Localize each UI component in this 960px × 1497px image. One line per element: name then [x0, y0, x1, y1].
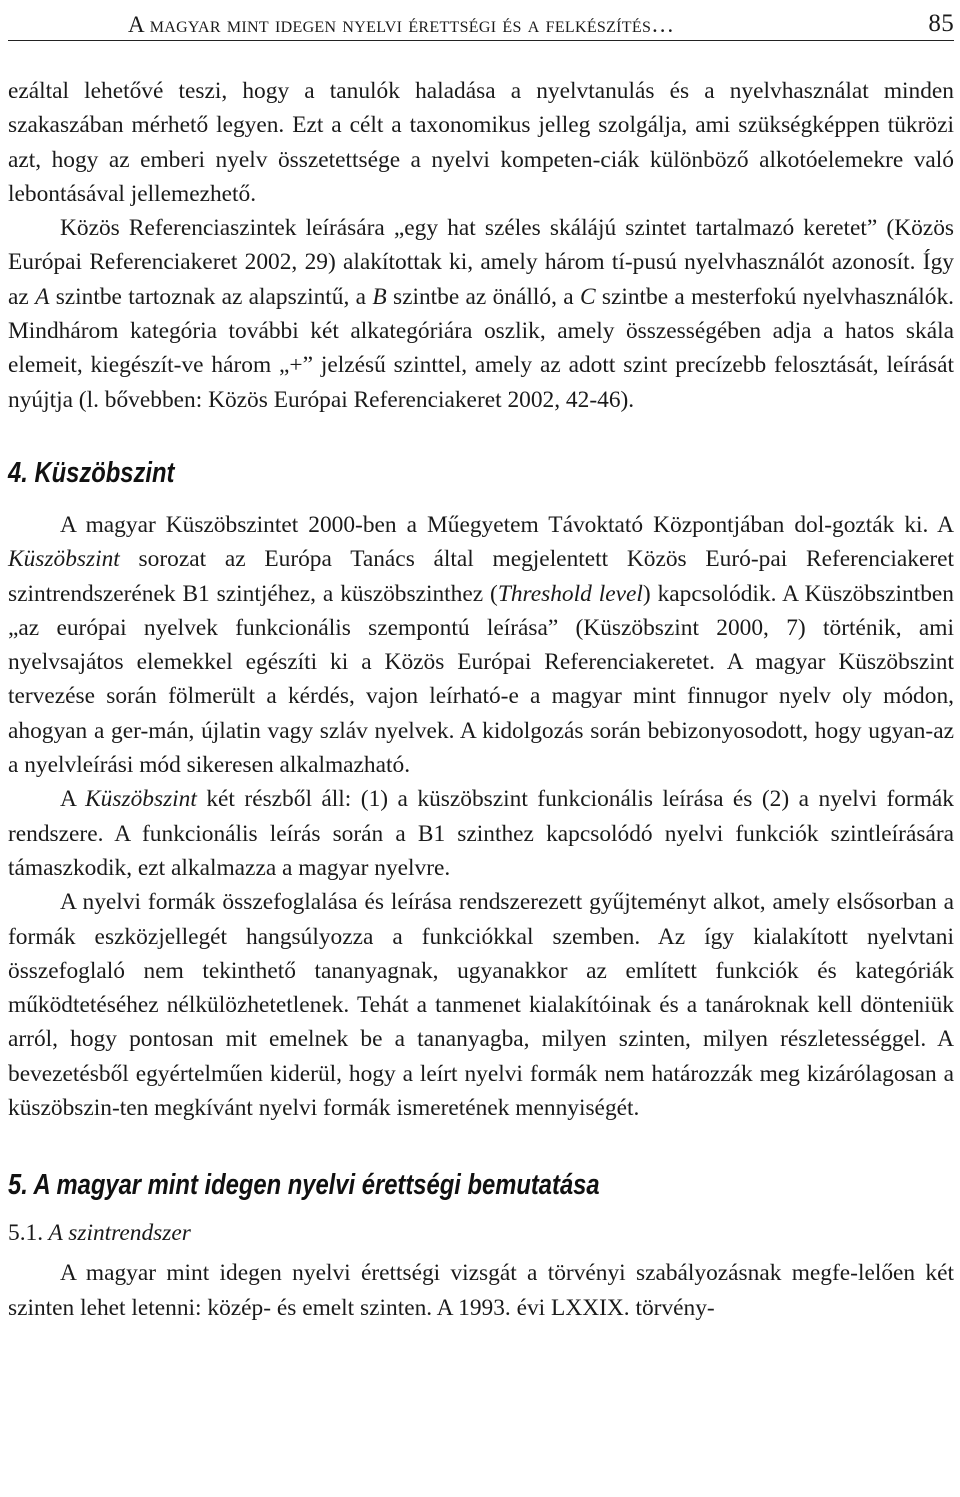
paragraph-4 — [8, 782, 954, 885]
running-head — [8, 0, 954, 41]
text-run: A — [60, 786, 86, 813]
section-4-heading: 4. Küszöbszint — [8, 456, 175, 489]
italic-term: Threshold level — [497, 580, 643, 607]
text-run: ) kapcsolódik. A Küszöbszintben „az európai nyelvek funkcionális szempontú leírása” (Küszöbszint 2000, 7) történik, ami nyelvsajátos elemekkel egészíti ki a Közös Európai Referenciakeretet. A magyar Küszöbszint tervezése során fölmerült a kérdés, vajon leírható-e a magyar mint finnugor nyelv oly módon, ahogyan a ger-mán, újlatin vagy szláv nyelvek. A kidolgozás során bebizonyosodott, hogy ugyan-az a nyelvleírási mód sikeresen alkalmazható. — [8, 580, 954, 779]
running-title: A magyar mint idegen nyelvi érettségi és a felkészítés… — [128, 12, 675, 37]
paragraph-3 — [8, 508, 954, 782]
text-run: szintbe a mesterfokú nyelvhasználók. Mindhárom kategória további két alkategóriára oszlik, amely összességében adja a hatos skála elemeit, kiegészít-ve három „+” jelzésű szinttel, amely az adott szint precízebb felosztását, leírását nyújtja (l. bővebben: Közös Európai Referenciakeret 2002, 42-46). — [8, 283, 954, 413]
text-run: sorozat az Európa Tanács által megjelentett Közös Euró-pai Referenciakeret szintrendszerének B1 szintjéhez, a küszöbszinthez ( — [8, 546, 954, 607]
level-b: B — [372, 283, 387, 310]
paragraph-2 — [8, 211, 954, 417]
text-run: A magyar Küszöbszintet 2000-ben a Műegyetem Távoktató Központjában dol-gozták ki. A — [60, 511, 954, 538]
text-run: két részből áll: (1) a küszöbszint funkcionális leírása és (2) a nyelvi formák rendszere. A funkcionális leírás során a B1 szinthez kapcsolódó nyelvi funkciók szintleírására támaszkodik, ezt alkalmazza a magyar nyelvre. — [8, 786, 954, 881]
paragraph-5: A nyelvi formák összefoglalása és leírása rendszerezett gyűjteményt alkot, amely elsősorban a formák eszközjellegét hangsúlyozza a funkciókkal szemben. Az így kialakított nyelvtani összefoglaló nem tekinthető tananyagnak, ugyanakkor az említett funkciók és kategóriák működtetéséhez nélkülözhetetlenek. Tehát a tanmenet kialakítóinak és a tanároknak kell dönteniük arról, hogy pontosan mit emelnek be a tananyagba, milyen szinten, milyen részletességgel. A bevezetésből egyértelműen kiderül, hogy a leírt nyelvi formák nem határozzák meg kizárólagosan a küszöbszin-ten megkívánt nyelvi formák ismeretének mennyiségét. — [8, 889, 954, 1122]
level-c: C — [579, 283, 596, 310]
paragraph-1: ezáltal lehetővé teszi, hogy a tanulók haladása a nyelvtanulás és a nyelvhasználat minden szakaszában mérhető legyen. Ezt a célt a taxonomikus jelleg szolgálja, ami szükségképpen tükrözi azt, hogy az emberi nyelv összetettsége a nyelvi kompeten-ciák különböző alkotóelemekre való lebontásával jellemezhető. — [8, 78, 954, 207]
italic-term: Küszöbszint — [8, 546, 120, 573]
section-5-heading: 5. A magyar mint idegen nyelvi érettségi bemutatása — [8, 1169, 600, 1202]
body-text — [8, 74, 954, 1325]
text-run: Közös Referenciaszintek leírására „egy hat széles skálájú szintet tartalmazó keretet” (Közös Európai Referenciakeret 2002, 29) alakítottak ki, amely három tí-pusú nyelvhasználót azonosít. Így az — [8, 215, 954, 310]
paragraph-6: A magyar mint idegen nyelvi érettségi vizsgát a törvényi szabályozásnak megfe-lelően két szinten lehet letenni: közép- és emelt szinten. A 1993. évi LXXIX. törvény- — [8, 1260, 954, 1321]
text-run: szintbe az önálló, a — [386, 283, 580, 310]
text-run: szintbe tartoznak az alapszintű, a — [49, 283, 373, 310]
subsection-5-1-heading — [8, 1216, 954, 1250]
subsection-number: 5.1. — [8, 1220, 44, 1247]
italic-term: Küszöbszint — [85, 786, 197, 813]
page-number: 85 — [928, 10, 954, 37]
level-a: A — [35, 283, 50, 310]
page — [8, 0, 954, 1325]
subsection-title: A szintrendszer — [48, 1220, 191, 1247]
